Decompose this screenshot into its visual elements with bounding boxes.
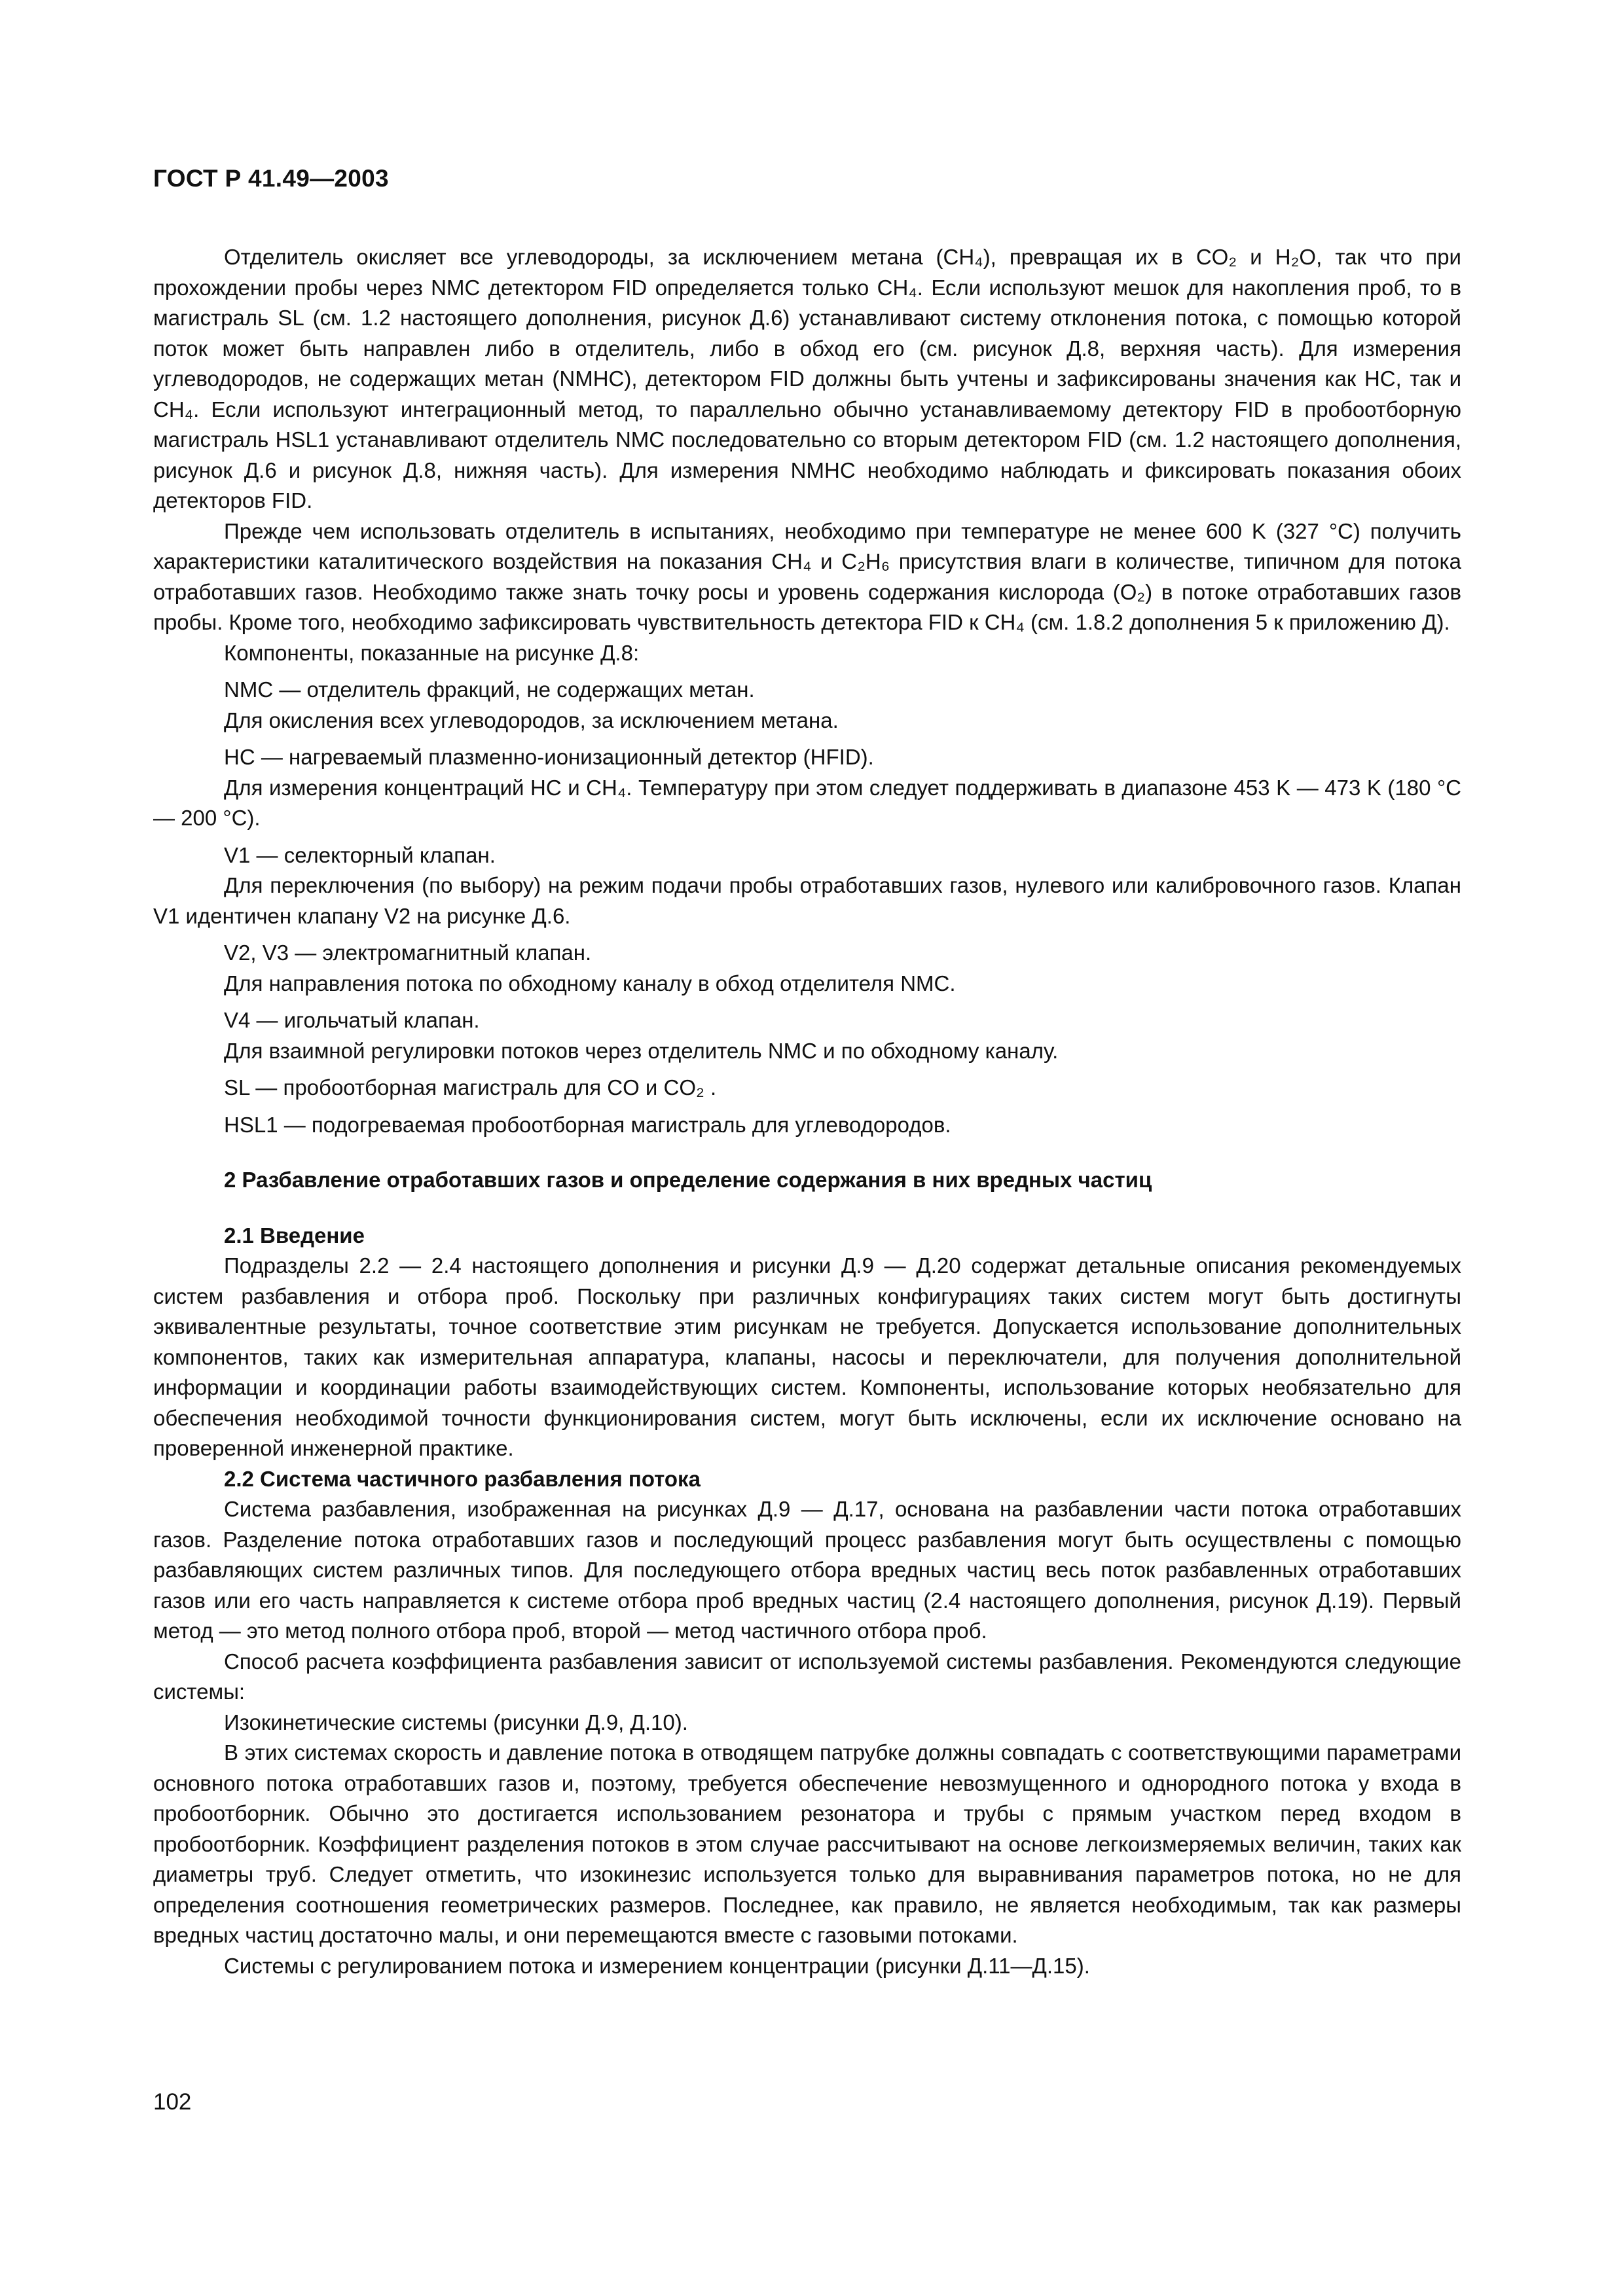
component-term: SL — пробоотборная магистраль для CO и CO₂ . — [224, 1075, 717, 1100]
component-term: V4 — игольчатый клапан. — [224, 1008, 480, 1032]
paragraph: Система разбавления, изображенная на рисунках Д.9 — Д.17, основана на разбавлении части потока отработавших газов. Разделение потока отработавших газов и последующий процесс разбавления могут быть осуществлены с помощью разбавляющих систем различных типов. Для последующего отбора вредных частиц весь поток разбавленных отработавших газов или его часть направляется к системе отбора проб вредных частиц (2.4 настоящего дополнения, рисунок Д.19). Первый метод — это метод полного отбора проб, второй — метод частичного отбора проб. — [153, 1497, 1461, 1643]
paragraph: Системы с регулированием потока и измерением концентрации (рисунки Д.11—Д.15). — [224, 1953, 1090, 1978]
subsection-heading: 2.1 Введение — [224, 1223, 365, 1247]
paragraph: Изокинетические системы (рисунки Д.9, Д.10). — [224, 1710, 688, 1734]
component-term: NMC — отделитель фракций, не содержащих метан. — [224, 677, 755, 702]
component-term: HSL1 — подогреваемая пробоотборная магистраль для углеводородов. — [224, 1112, 951, 1137]
paragraph: Отделитель окисляет все углеводороды, за исключением метана (CH₄), превращая их в CO₂ и H₂O, так что при прохождении пробы через NMC детектором FID определяется только CH₄. Если используют мешок для накопления проб, то в магистраль SL (см. 1.2 настоящего дополнения, рисунок Д.6) устанавливают систему отклонения потока, с помощью которой поток может быть направлен либо в отделитель, либо в обход его (см. рисунок Д.8, верхняя часть). Для измерения углеводородов, не содержащих метан (NMHC), детектором FID должны быть учтены и зафиксированы значения как HC, так и CH₄. Если используют интеграционный метод, то параллельно обычно устанавливаемому детектору FID в пробоотборную магистраль HSL1 устанавливают отделитель NMC последовательно со вторым детектором FID (см. 1.2 настоящего дополнения, рисунок Д.6 и рисунок Д.8, нижняя часть). Для измерения NMHC необходимо наблюдать и фиксировать показания обоих детекторов FID. — [153, 245, 1461, 512]
paragraph: В этих системах скорость и давление потока в отводящем патрубке должны совпадать с соответствующими параметрами основного потока отработавших газов и, поэтому, требуется обеспечение невозмущенного и однородного потока у входа в пробоотборник. Обычно это достигается использованием резонатора и трубы с прямым участком перед входом в пробоотборник. Коэффициент разделения потоков в этом случае рассчитывают на основе легкоизмеряемых величин, таких как диаметры труб. Следует отметить, что изокинезис используется только для выравнивания параметров потока, но не для определения соотношения геометрических размеров. Последнее, как правило, не является необходимым, так как размеры вредных частиц достаточно малы, и они перемещаются вместе с газовыми потоками. — [153, 1740, 1461, 1947]
component-description: Для измерения концентраций HC и CH₄. Температуру при этом следует поддерживать в диапазоне 453 K — 473 K (180 °C — 200 °C). — [153, 775, 1461, 830]
component-description: Для переключения (по выбору) на режим подачи пробы отработавших газов, нулевого или калибровочного газов. Клапан V1 идентичен клапану V2 на рисунке Д.6. — [153, 873, 1461, 928]
component-description: Для взаимной регулировки потоков через отделитель NMC и по обходному каналу. — [224, 1038, 1059, 1063]
component-description: Для направления потока по обходному каналу в обход отделителя NMC. — [224, 971, 956, 996]
section-heading: 2 Разбавление отработавших газов и определение содержания в них вредных частиц — [224, 1168, 1152, 1192]
component-term: V1 — селекторный клапан. — [224, 842, 496, 867]
document-body — [153, 242, 1461, 1981]
standard-designation: ГОСТ Р 41.49—2003 — [153, 165, 389, 192]
paragraph: Прежде чем использовать отделитель в испытаниях, необходимо при температуре не менее 600 K (327 °C) получить характеристики каталитического воздействия на показания CH₄ и C₂H₆ присутствия влаги в количестве, типичном для потока отработавших газов. Необходимо также знать точку росы и уровень содержания кислорода (O₂) в потоке отработавших газов пробы. Кроме того, необходимо зафиксировать чувствительность детектора FID к CH₄ (см. 1.8.2 дополнения 5 к приложению Д). — [153, 518, 1461, 634]
paragraph: Способ расчета коэффициента разбавления зависит от используемой системы разбавления. Рекомендуются следующие системы: — [153, 1649, 1461, 1704]
paragraph: Компоненты, показанные на рисунке Д.8: — [224, 640, 640, 665]
component-term: V2, V3 — электромагнитный клапан. — [224, 941, 592, 965]
paragraph: Подразделы 2.2 — 2.4 настоящего дополнения и рисунки Д.9 — Д.20 содержат детальные описания рекомендуемых систем разбавления и отбора проб. Поскольку при различных конфигурациях таких систем могут быть достигнуты эквивалентные результаты, точное соответствие этим рисункам не требуется. Допускается использование дополнительных компонентов, таких как измерительная аппаратура, клапаны, насосы и переключатели, для получения дополнительной информации и координации работы взаимодействующих систем. Компоненты, использование которых необязательно для обеспечения необходимой точности функционирования систем, могут быть исключены, если их исключение основано на проверенной инженерной практике. — [153, 1253, 1461, 1460]
component-term: HC — нагреваемый плазменно-ионизационный детектор (HFID). — [224, 745, 874, 769]
page-number: 102 — [153, 2089, 192, 2115]
subsection-heading: 2.2 Система частичного разбавления потока — [224, 1466, 701, 1491]
component-description: Для окисления всех углеводородов, за исключением метана. — [224, 708, 839, 732]
